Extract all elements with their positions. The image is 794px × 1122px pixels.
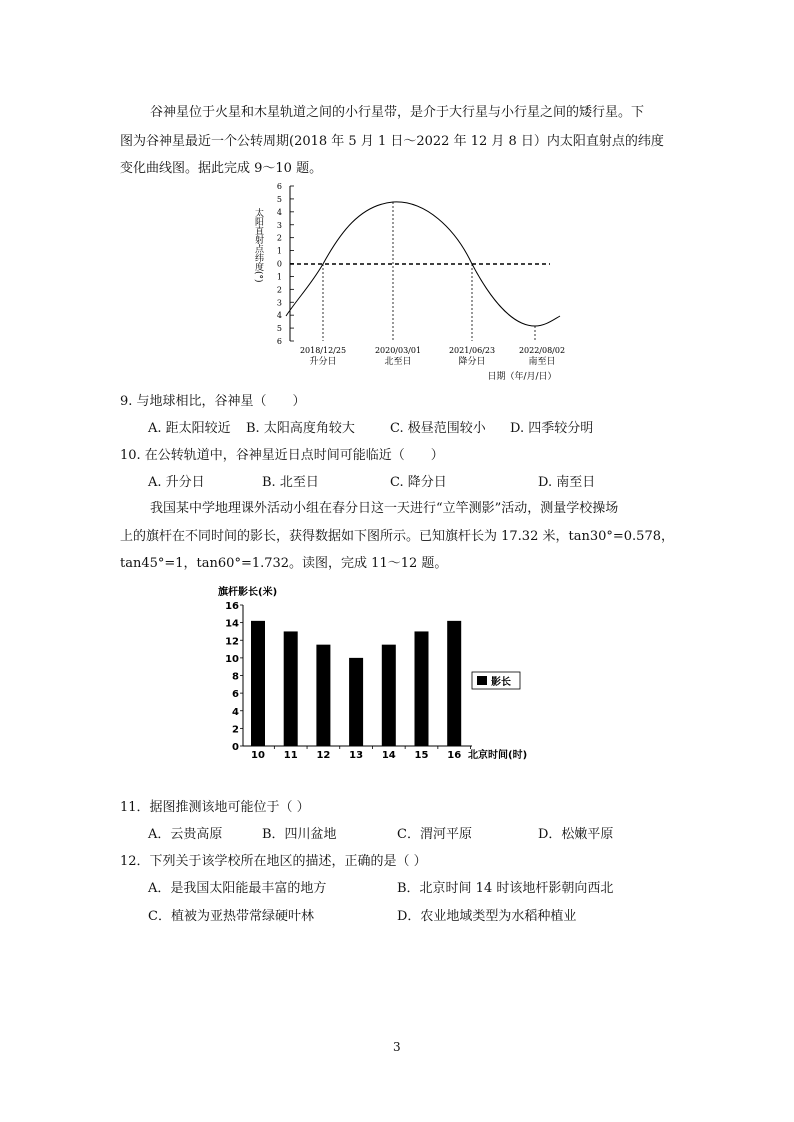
y-tick-label: 4 [276, 311, 282, 321]
q12-option-b[interactable]: B．北京时间 14 时该地杆影朝向西北 [397, 881, 614, 896]
bar-x-tick-label: 14 [381, 750, 396, 761]
x-axis-label: 日期（年/月/日） [487, 372, 557, 382]
bar-y-tick-label: 16 [225, 601, 239, 612]
q10-option-d[interactable]: D. 南至日 [538, 475, 596, 490]
y-tick-label: 6 [276, 337, 282, 346]
bar-x-tick-label: 10 [251, 750, 265, 761]
y-tick-label: 3 [276, 220, 282, 230]
intro2-line1: 我国某中学地理课外活动小组在春分日这一天进行“立竿测影”活动，测量学校操场 [150, 501, 619, 516]
bar-y-tick-label: 8 [232, 671, 239, 683]
event-label-3: 降分日 [458, 357, 486, 367]
date-label-1: 2018/12/25 [299, 346, 347, 355]
y-tick-label: 6 [276, 182, 282, 191]
y-tick-label: 4 [276, 207, 282, 217]
shadow-bar [284, 631, 298, 746]
date-label-4: 2022/08/02 [518, 346, 566, 355]
intro2-line3: tan45°=1，tan60°=1.732。读图，完成 11～12 题。 [120, 556, 448, 571]
y-tick-label: 0 [276, 259, 282, 269]
bar-y-tick-label: 4 [232, 706, 239, 718]
shadow-bar [251, 621, 265, 746]
shadow-bar [382, 645, 396, 746]
q10-option-a[interactable]: A. 升分日 [148, 475, 205, 490]
q9-stem: 9. 与地球相比，谷神星（ ） [120, 394, 306, 409]
q10-option-b[interactable]: B. 北至日 [262, 475, 319, 490]
shadow-length-bar-chart [210, 580, 570, 765]
bar-x-tick-label: 12 [316, 750, 331, 761]
legend-label: 影长 [491, 677, 511, 688]
bar-x-tick-label: 16 [447, 750, 462, 761]
legend-swatch [477, 676, 487, 685]
latitude-curve-chart [250, 178, 580, 388]
q11-option-d[interactable]: D．松嫩平原 [538, 827, 614, 842]
bar-y-tick-label: 14 [225, 618, 239, 630]
event-label-4: 南至日 [528, 357, 556, 367]
bar-x-axis-label: 北京时间(时) [468, 750, 528, 761]
bar-y-tick-label: 10 [225, 653, 239, 665]
y-tick-label: 3 [276, 298, 282, 308]
y-tick-label: 2 [276, 233, 282, 243]
q11-stem: 11．据图推测该地可能位于（ ） [120, 800, 310, 815]
bar-y-tick-label: 0 [232, 742, 239, 753]
q11-option-c[interactable]: C．渭河平原 [397, 827, 472, 842]
q12-option-c[interactable]: C．植被为亚热带常绿硬叶林 [148, 909, 314, 924]
bar-y-tick-label: 2 [232, 724, 239, 736]
intro1-line1: 谷神星位于火星和木星轨道之间的小行星带，是介于大行星与小行星之间的矮行星。下 [150, 105, 645, 120]
q10-stem: 10. 在公转轨道中，谷神星近日点时间可能临近（ ） [120, 448, 444, 463]
bar-legend [472, 672, 520, 689]
y-tick-label: 5 [276, 324, 282, 334]
y-tick-label: 1 [276, 272, 282, 282]
q10-option-c[interactable]: C. 降分日 [390, 475, 447, 490]
shadow-bar [415, 631, 429, 746]
y-tick-label: 5 [276, 194, 282, 204]
bar-x-tick-label: 15 [414, 750, 429, 761]
q12-option-d[interactable]: D．农业地域类型为水稻种植业 [397, 909, 577, 924]
q9-option-b[interactable]: B. 太阳高度角较大 [246, 421, 355, 436]
q9-option-a[interactable]: A. 距太阳较近 [148, 421, 231, 436]
date-label-2: 2020/03/01 [374, 346, 422, 355]
y-axis-label: 太阳直射点纬度(°) [253, 208, 263, 283]
y-tick-label: 2 [276, 285, 282, 295]
bar-chart-title: 旗杆影长(米) [218, 587, 278, 598]
y-tick-label: 1 [276, 246, 282, 256]
q11-option-a[interactable]: A．云贵高原 [148, 827, 223, 842]
event-label-2: 北至日 [384, 357, 412, 367]
intro1-line3: 变化曲线图。据此完成 9～10 题。 [120, 161, 323, 176]
shadow-bar [316, 645, 330, 746]
bar-x-tick-label: 13 [349, 750, 364, 761]
date-label-3: 2021/06/23 [448, 346, 496, 355]
q9-option-d[interactable]: D. 四季较分明 [510, 421, 594, 436]
bar-y-axis-ticks [225, 601, 243, 753]
intro2-line2: 上的旗杆在不同时间的影长，获得数据如下图所示。已知旗杆长为 17.32 米，tan30°=0.578， [120, 529, 674, 544]
bar-x-axis-ticks [251, 746, 471, 761]
event-label-1: 升分日 [309, 357, 337, 367]
bar-marks [251, 621, 461, 746]
shadow-bar [447, 621, 461, 746]
bar-x-tick-label: 11 [283, 750, 298, 761]
q9-option-c[interactable]: C. 极昼范围较小 [390, 421, 486, 436]
bar-y-tick-label: 12 [225, 636, 239, 648]
q12-option-a[interactable]: A．是我国太阳能最丰富的地方 [148, 881, 327, 896]
q11-option-b[interactable]: B．四川盆地 [262, 827, 337, 842]
q12-stem: 12．下列关于该学校所在地区的描述，正确的是（ ） [120, 854, 427, 869]
bar-y-tick-label: 6 [232, 689, 239, 701]
intro1-line2: 图为谷神星最近一个公转周期(2018 年 5 月 1 日～2022 年 12 月 8 日）内太阳直射点的纬度 [120, 134, 664, 149]
shadow-bar [349, 658, 363, 746]
page-number: 3 [393, 1040, 401, 1054]
